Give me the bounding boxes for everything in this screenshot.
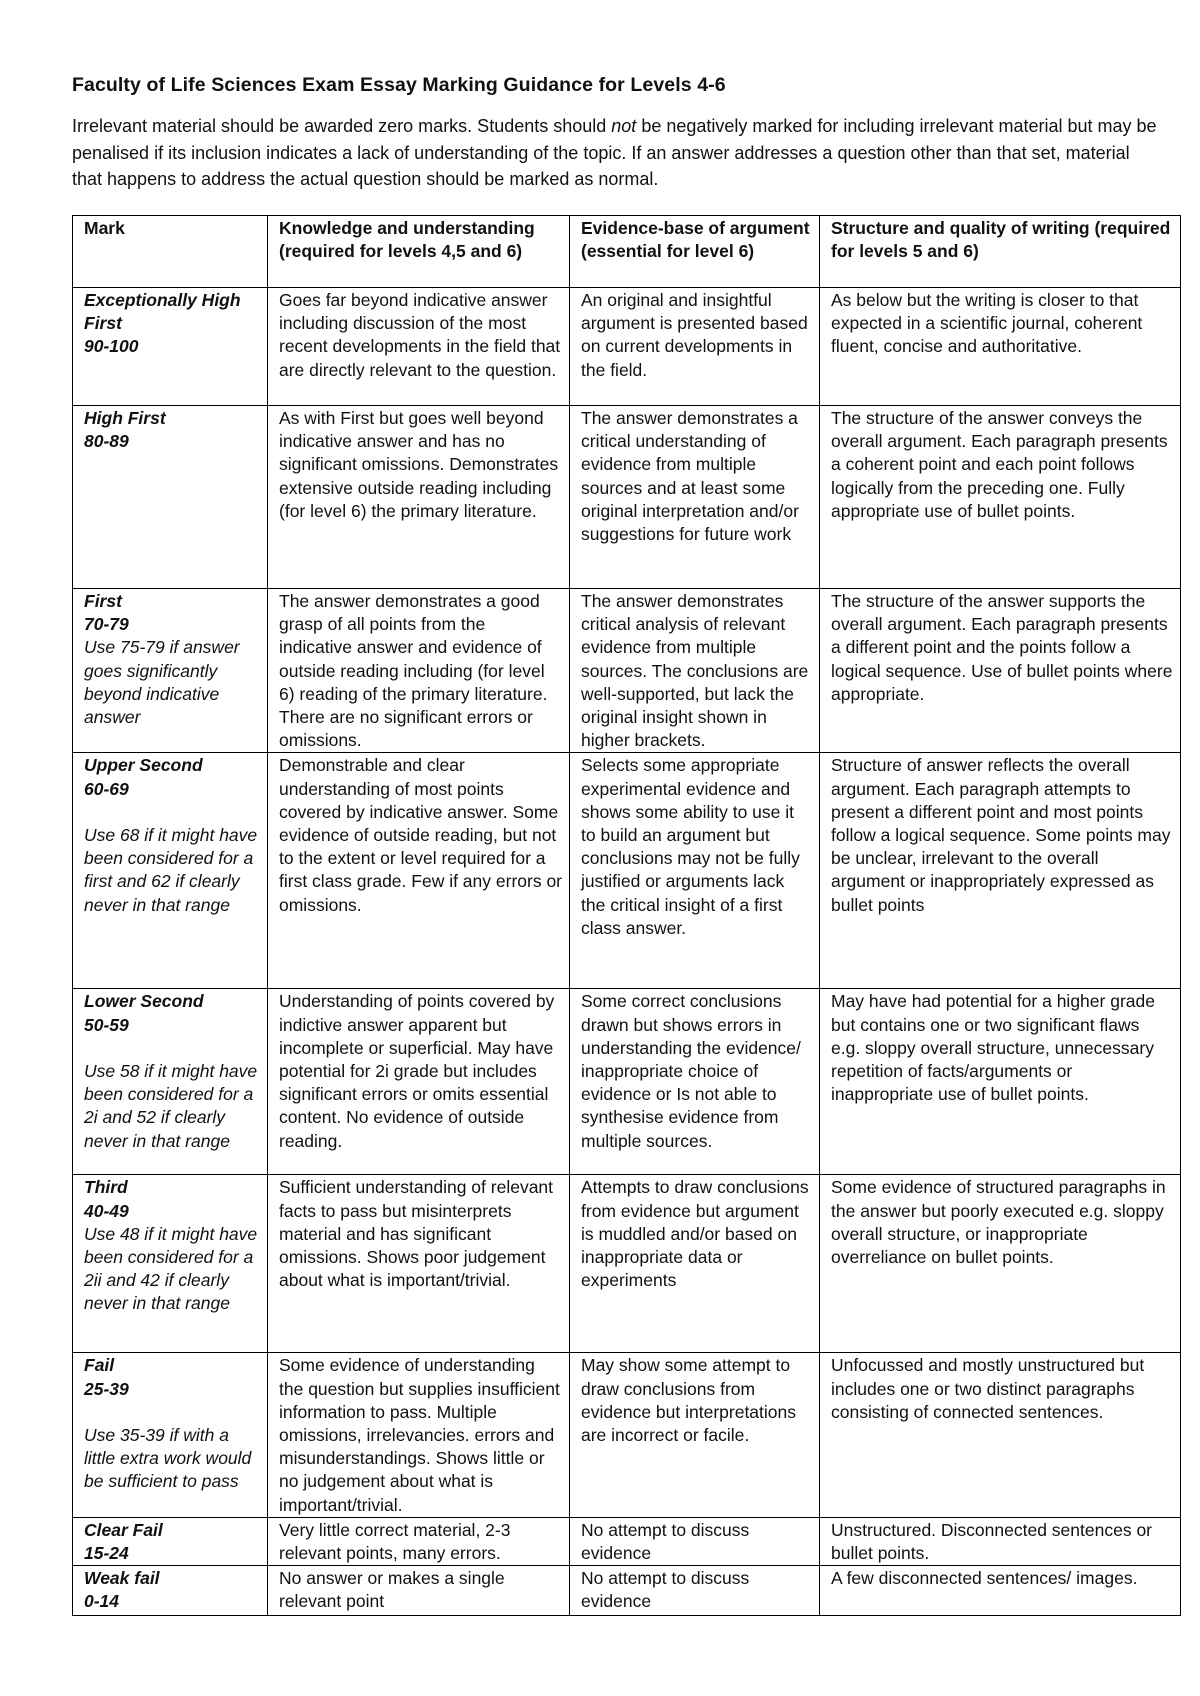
structure-cell: Structure of answer reflects the overall argument. Each paragraph attempts to present a different point and most points follow a logical sequence. Some points may be unclear, irrelevant to the overall argument or inappropriately expressed as bullet points <box>820 753 1181 989</box>
knowledge-cell: No answer or makes a single relevant point <box>268 1566 570 1616</box>
table-header-row <box>73 216 1181 288</box>
grade-cell <box>73 753 268 989</box>
structure-cell: The structure of the answer conveys the overall argument. Each paragraph presents a coherent point and each point follows logically from the preceding one. Fully appropriate use of bullet points. <box>820 406 1181 589</box>
evidence-cell: Some correct conclusions drawn but shows errors in understanding the evidence/ inappropriate choice of evidence or Is not able to synthesise evidence from multiple sources. <box>570 989 820 1175</box>
evidence-cell: No attempt to discuss evidence <box>570 1517 820 1565</box>
grade-range: 50-59 <box>84 1014 129 1035</box>
structure-cell: Unfocussed and mostly unstructured but includes one or two distinct paragraphs consisting of connected sentences. <box>820 1353 1181 1517</box>
header-structure: Structure and quality of writing (required for levels 5 and 6) <box>820 216 1181 288</box>
evidence-cell: The answer demonstrates a critical understanding of evidence from multiple sources and at least some original interpretation and/or suggestions for future work <box>570 406 820 589</box>
marking-rubric-table <box>72 215 1181 1616</box>
grade-note: Use 58 if it might have been considered for a 2i and 52 if clearly never in that range <box>84 1061 258 1151</box>
grade-range: 0-14 <box>84 1591 120 1612</box>
table-row <box>73 1566 1181 1616</box>
intro-text-2: be negatively marked for including irrelevant material but may be penalised if its inclusion indicates a lack of understanding of the topic. If an answer addresses a question other than that set, material that happens to address the actual question should be marked as normal. <box>72 116 1157 189</box>
grade-note: Use 35-39 if with a little extra work would be sufficient to pass <box>84 1425 252 1492</box>
evidence-cell: An original and insightful argument is presented based on current developments in the field. <box>570 288 820 406</box>
structure-cell: Some evidence of structured paragraphs in the answer but poorly executed e.g. sloppy overall structure, or inappropriate overreliance on bullet points. <box>820 1175 1181 1353</box>
evidence-cell: Attempts to draw conclusions from evidence but argument is muddled and/or based on inappropriate data or experiments <box>570 1175 820 1353</box>
grade-cell <box>73 1353 268 1517</box>
grade-note: Use 75-79 if answer goes significantly beyond indicative answer <box>84 637 240 728</box>
knowledge-cell: Some evidence of understanding the question but supplies insufficient information to pass. Multiple omissions, irrelevancies. errors and misunderstandings. Shows little or no judgement about what is important/trivial. <box>268 1353 570 1517</box>
table-row <box>73 1175 1181 1353</box>
note-spacer <box>84 1401 260 1424</box>
structure-cell: The structure of the answer supports the overall argument. Each paragraph presents a different point and the points follow a logical sequence. Use of bullet points where appropriate. <box>820 589 1181 753</box>
knowledge-cell: Demonstrable and clear understanding of most points covered by indicative answer. Some evidence of outside reading, but not to the extent or level required for a first class grade. Few if any errors or omissions. <box>268 753 570 989</box>
grade-name: High First <box>84 408 166 428</box>
grade-name: Third <box>84 1177 128 1198</box>
table-row <box>73 288 1181 406</box>
grade-name: Clear Fail <box>84 1519 163 1540</box>
grade-name: Exceptionally High First <box>84 290 241 334</box>
grade-name: Weak fail <box>84 1568 160 1589</box>
header-knowledge: Knowledge and understanding (required for levels 4,5 and 6) <box>268 216 570 288</box>
table-row <box>73 753 1181 989</box>
grade-range: 70-79 <box>84 614 129 635</box>
grade-cell <box>73 1517 268 1565</box>
structure-cell: Unstructured. Disconnected sentences or bullet points. <box>820 1517 1181 1565</box>
header-mark: Mark <box>73 216 268 288</box>
table-body <box>73 288 1181 1616</box>
knowledge-cell: Very little correct material, 2-3 relevant points, many errors. <box>268 1517 570 1565</box>
evidence-cell: No attempt to discuss evidence <box>570 1566 820 1616</box>
grade-name: Upper Second <box>84 755 203 776</box>
structure-cell: May have had potential for a higher grade but contains one or two significant flaws e.g. sloppy overall structure, unnecessary repetition of facts/arguments or inappropriate use of bullet points. <box>820 989 1181 1175</box>
grade-cell <box>73 589 268 753</box>
structure-cell: As below but the writing is closer to that expected in a scientific journal, coherent fluent, concise and authoritative. <box>820 288 1181 406</box>
evidence-cell: May show some attempt to draw conclusions from evidence but interpretations are incorrect or facile. <box>570 1353 820 1517</box>
note-spacer <box>84 1037 260 1060</box>
table-row <box>73 1353 1181 1517</box>
grade-note: Use 48 if it might have been considered for a 2ii and 42 if clearly never in that range <box>84 1223 258 1314</box>
table-row <box>73 989 1181 1175</box>
knowledge-cell: As with First but goes well beyond indicative answer and has no significant omissions. Demonstrates extensive outside reading including (for level 6) the primary literature. <box>268 406 570 589</box>
grade-range: 40-49 <box>84 1200 129 1221</box>
document-title: Faculty of Life Sciences Exam Essay Marking Guidance for Levels 4-6 <box>72 74 726 96</box>
knowledge-cell: The answer demonstrates a good grasp of all points from the indicative answer and evidence of outside reading including (for level 6) reading of the primary literature. There are no significant errors or omissions. <box>268 589 570 753</box>
grade-cell <box>73 1566 268 1616</box>
intro-paragraph <box>72 113 1162 193</box>
grade-range: 60-69 <box>84 778 129 799</box>
header-evidence: Evidence-base of argument (essential for level 6) <box>570 216 820 288</box>
grade-range: 15-24 <box>84 1543 129 1564</box>
evidence-cell: Selects some appropriate experimental evidence and shows some ability to use it to build an argument but conclusions may not be fully justified or arguments lack the critical insight of a first class answer. <box>570 753 820 989</box>
grade-range: 25-39 <box>84 1378 129 1399</box>
table-row <box>73 589 1181 753</box>
intro-text-1: Irrelevant material should be awarded zero marks. Students should <box>72 116 612 136</box>
grade-note: Use 68 if it might have been considered for a first and 62 if clearly never in that range <box>84 825 258 915</box>
grade-name: Lower Second <box>84 991 204 1012</box>
table-row <box>73 406 1181 589</box>
grade-name: Fail <box>84 1355 115 1376</box>
grade-cell <box>73 1175 268 1353</box>
knowledge-cell: Understanding of points covered by indictive answer apparent but incomplete or superficial. May have potential for 2i grade but includes significant errors or omits essential content. No evidence of outside reading. <box>268 989 570 1175</box>
grade-name: First <box>84 591 122 611</box>
grade-cell <box>73 288 268 406</box>
knowledge-cell: Sufficient understanding of relevant facts to pass but misinterprets material and has significant omissions. Shows poor judgement about what is important/trivial. <box>268 1175 570 1353</box>
intro-emphasis: not <box>611 116 637 136</box>
grade-cell <box>73 406 268 589</box>
grade-cell <box>73 989 268 1175</box>
grade-range: 90-100 <box>84 336 139 357</box>
grade-range: 80-89 <box>84 431 129 452</box>
knowledge-cell: Goes far beyond indicative answer including discussion of the most recent developments in the field that are directly relevant to the question. <box>268 288 570 406</box>
table-row <box>73 1517 1181 1565</box>
structure-cell: A few disconnected sentences/ images. <box>820 1566 1181 1616</box>
evidence-cell: The answer demonstrates critical analysis of relevant evidence from multiple sources. The conclusions are well-supported, but lack the original insight shown in higher brackets. <box>570 589 820 753</box>
note-spacer <box>84 801 260 824</box>
